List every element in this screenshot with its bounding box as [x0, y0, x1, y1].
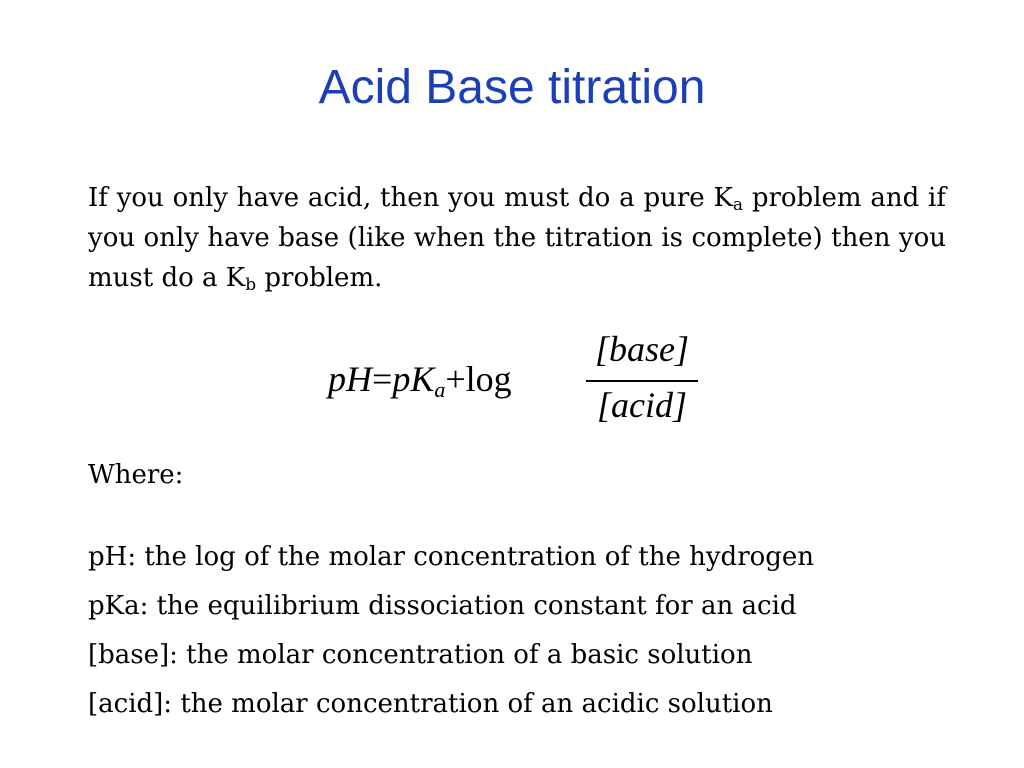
definitions-list — [88, 533, 968, 729]
plus-log: +log — [445, 359, 512, 399]
kb-subscript: b — [245, 275, 257, 295]
ka-subscript: a — [732, 195, 744, 215]
intro-text-2: problem and if you only have base (like when the titration is complete) then you must do a K — [88, 183, 946, 293]
henderson-hasselbalch-equation — [328, 328, 708, 432]
fraction — [586, 328, 698, 432]
intro-text-3: problem. — [256, 263, 383, 293]
slide-title: Acid Base titration — [318, 61, 706, 114]
fraction-bar — [586, 380, 698, 382]
ph-symbol: pH — [328, 359, 372, 399]
definition-base: [base]: the molar concentration of a basic solution — [88, 640, 753, 670]
definition-pka: pKa: the equilibrium dissociation constant for an acid — [88, 591, 797, 621]
intro-text-1: If you only have acid, then you must do a pure K — [88, 183, 733, 213]
definition-ph: pH: the log of the molar concentration of the hydrogen — [88, 542, 815, 572]
definition-acid: [acid]: the molar concentration of an acidic solution — [88, 689, 773, 719]
pk-subscript: a — [434, 377, 446, 402]
pk-symbol: pK — [392, 359, 435, 399]
fraction-numerator: [base] — [594, 329, 689, 369]
where-label: Where: — [88, 460, 184, 490]
equation-left-side — [328, 358, 512, 400]
intro-paragraph — [88, 178, 946, 298]
fraction-denominator: [acid] — [597, 385, 687, 425]
equals-sign: = — [372, 359, 393, 399]
